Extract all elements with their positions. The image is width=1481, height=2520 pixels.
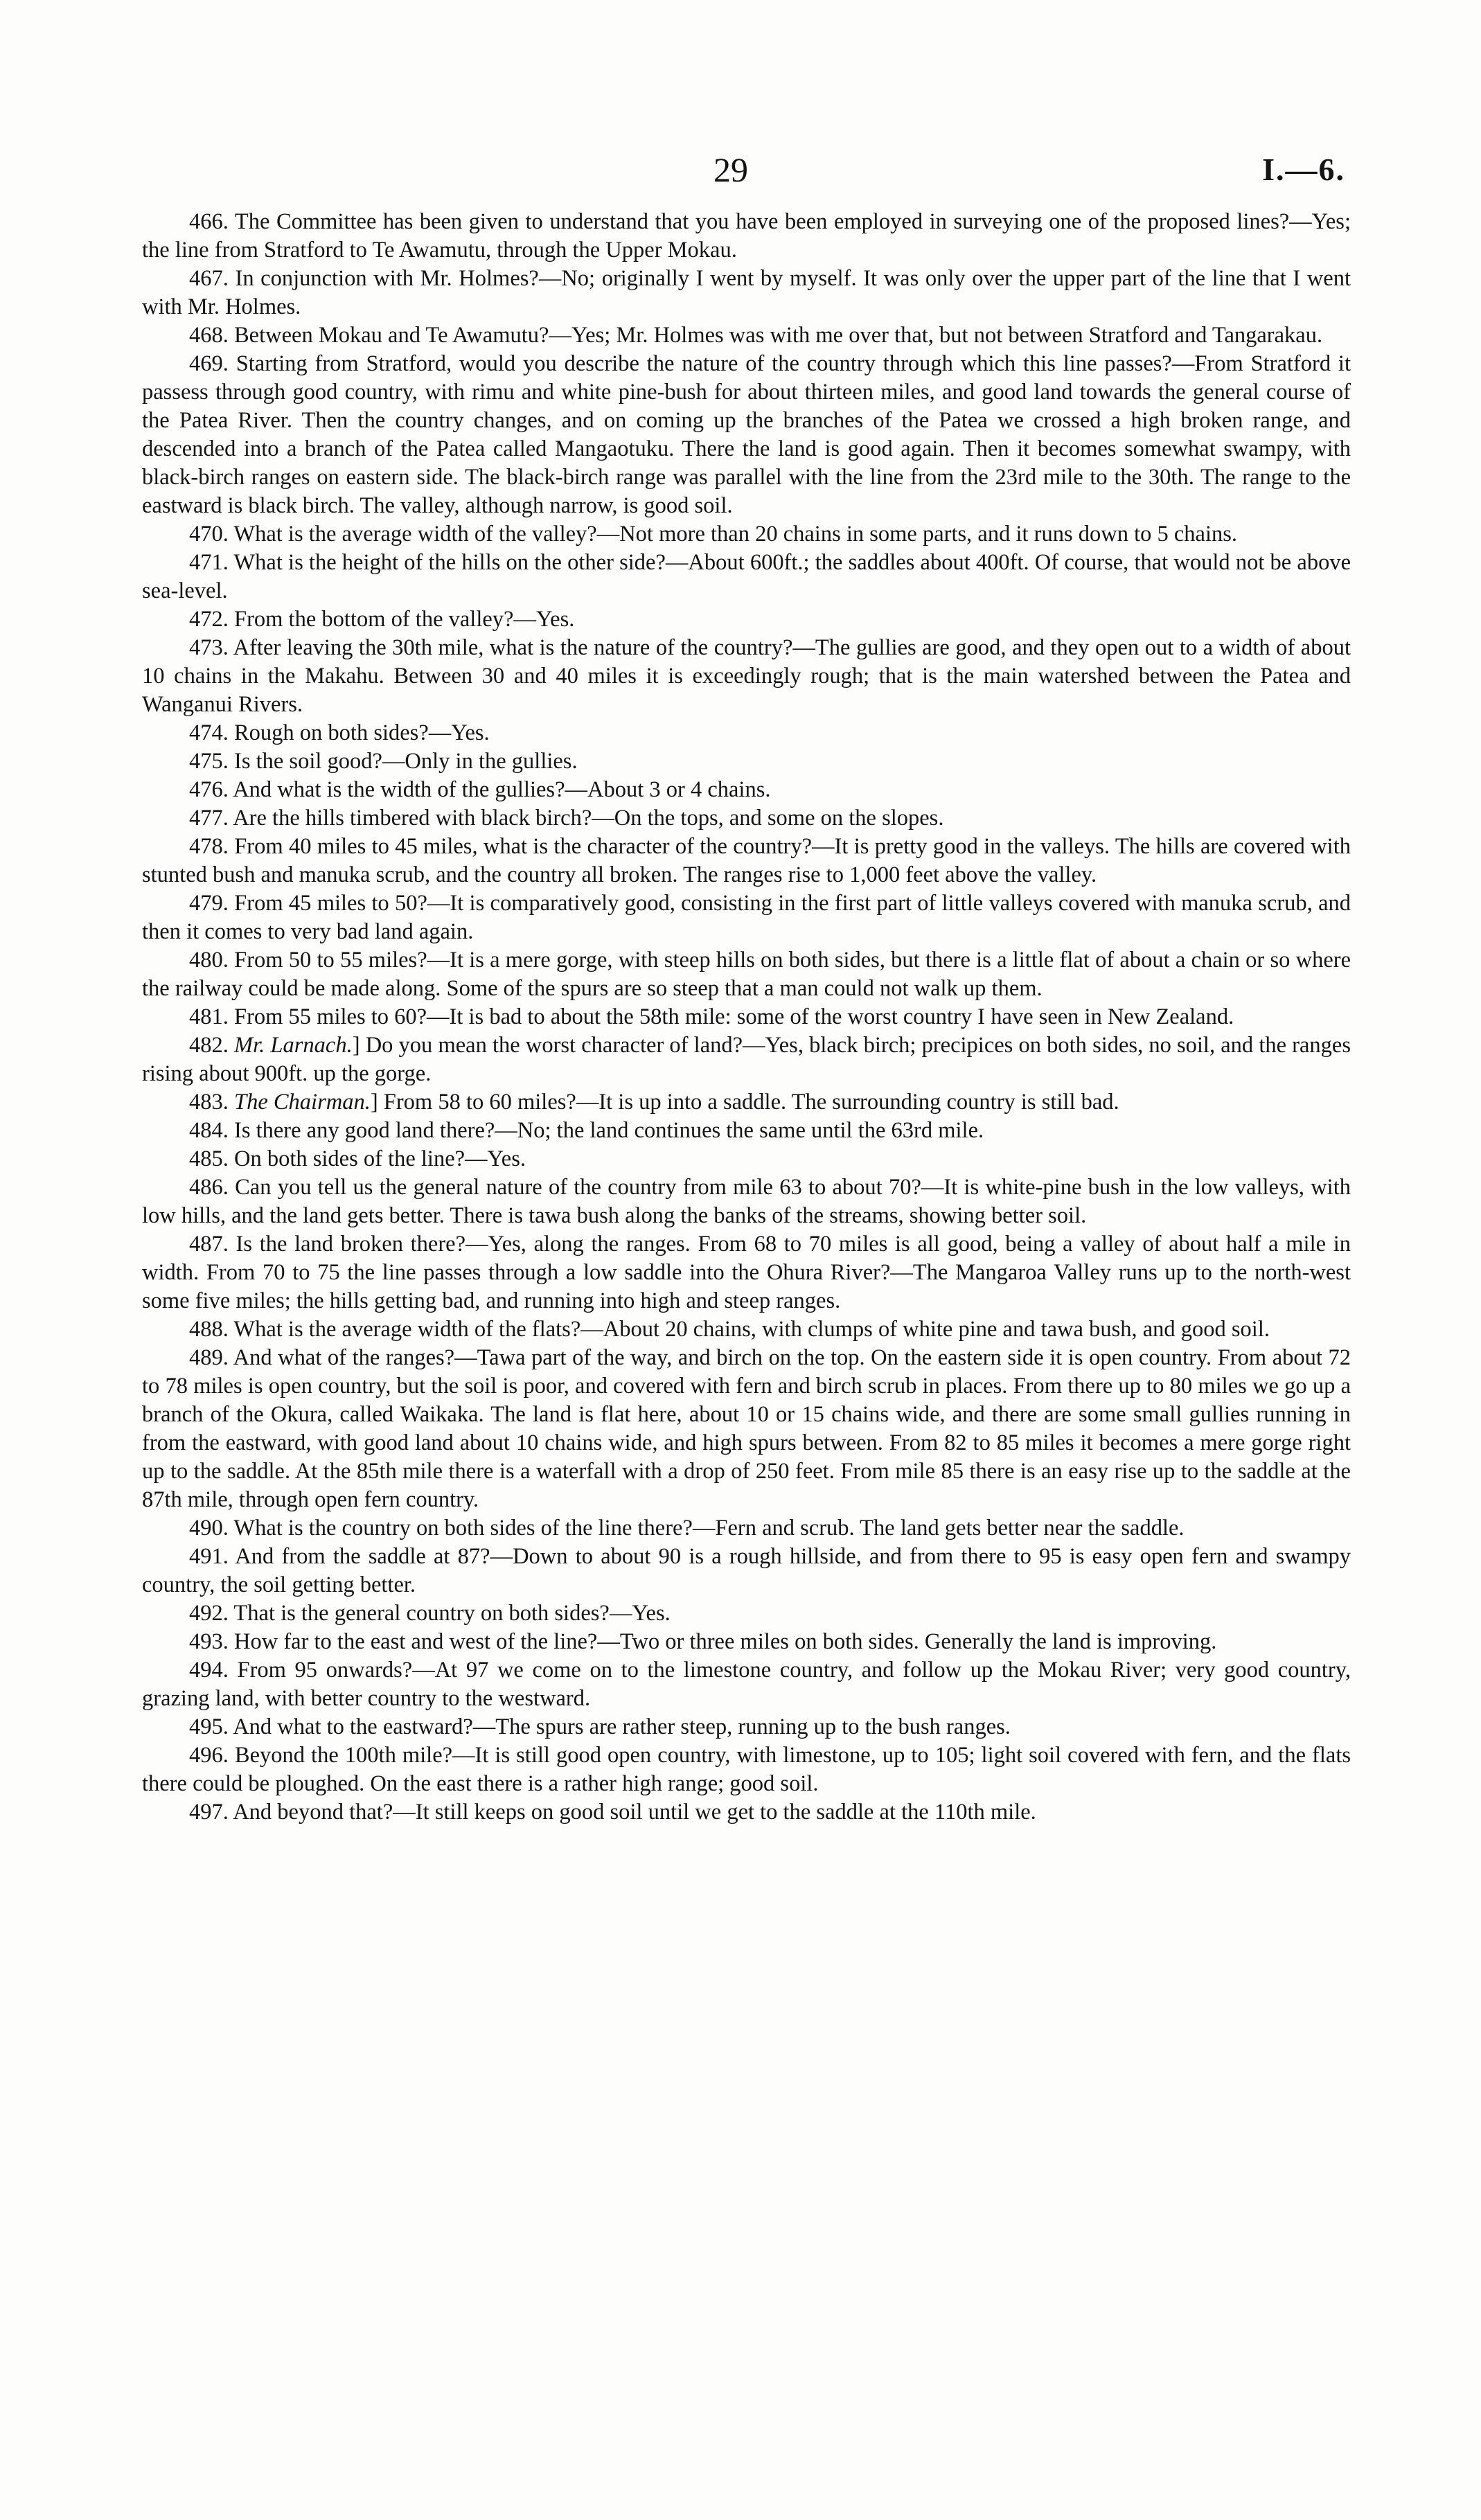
question-487: 487. Is the land broken there?—Yes, along the ranges. From 68 to 70 miles is all good, being a valley of about half a mile in width. From 70 to 75 the line passes through a low saddle into the Ohura River?—The Mangaroa Valley runs up to the north-west some five miles; the hills getting bad, and running into high and steep ranges. [142,1232,1351,1313]
question-476: 476. And what is the width of the gullies?—About 3 or 4 chains. [189,777,771,802]
question-486: 486. Can you tell us the general nature of the country from mile 63 to about 70?—It is white-pine bush in the low valleys, with low hills, and the land gets better. There is tawa bush along the banks of the streams, showing better soil. [142,1175,1351,1228]
question-466: 466. The Committee has been given to understand that you have been employed in surveying one of the proposed lines?—Yes; the line from Stratford to Te Awamutu, through the Upper Mokau. [142,209,1351,263]
question-479: 479. From 45 miles to 50?—It is comparatively good, consisting in the first part of little valleys covered with manuka scrub, and then it comes to very bad land again. [142,891,1351,944]
question-471: 471. What is the height of the hills on the other side?—About 600ft.; the saddles about 400ft. Of course, that would not be above sea-level. [142,550,1351,603]
question-468: 468. Between Mokau and Te Awamutu?—Yes; Mr. Holmes was with me over that, but not between Stratford and Tangarakau. [189,323,1323,348]
question-467: 467. In conjunction with Mr. Holmes?—No; originally I went by myself. It was only over the upper part of the line that I went with Mr. Holmes. [142,266,1351,319]
page-header [0,145,1481,194]
question-text: Do you mean the worst character of land?—Yes, black birch; precipices on both sides, no soil, and the ranges rising about 900ft. up the gorge. [142,1033,1351,1086]
document-reference: I.—6. [1262,152,1345,187]
question-491: 491. And from the saddle at 87?—Down to about 90 is a rough hillside, and from there to 95 is easy open fern and swampy country, the soil getting better. [142,1544,1351,1597]
question-481: 481. From 55 miles to 60?—It is bad to about the 58th mile: some of the worst country I have seen in New Zealand. [189,1004,1234,1029]
question-488: 488. What is the average width of the flats?—About 20 chains, with clumps of white pine and tawa bush, and good soil. [189,1317,1270,1342]
question-495: 495. And what to the eastward?—The spurs are rather steep, running up to the bush ranges. [189,1714,1011,1739]
question-483: 483. The Chairman.] From 58 to 60 miles?—It is up into a saddle. The surrounding country is still bad. [189,1090,1119,1115]
speaker-name: The Chairman. [234,1090,371,1115]
question-480: 480. From 50 to 55 miles?—It is a mere gorge, with steep hills on both sides, but there is a little flat of about a chain or so where the railway could be made along. Some of the spurs are so steep that a man could not walk up them. [142,948,1351,1001]
question-496: 496. Beyond the 100th mile?—It is still good open country, with limestone, up to 105; light soil covered with fern, and the flats there could be ploughed. On the east there is a rather high range; good soil. [142,1743,1351,1796]
question-494: 494. From 95 onwards?—At 97 we come on to the limestone country, and follow up the Mokau River; very good country, grazing land, with better country to the westward. [142,1658,1351,1711]
question-469: 469. Starting from Stratford, would you describe the nature of the country through which this line passes?—From Stratford it passess through good country, with rimu and white pine-bush for about thirteen miles, and good land towards the general course of the Patea River. Then the country changes, and on coming up the branches of the Patea we crossed a high broken range, and descended into a branch of the Patea called Mangaotuku. There the land is good again. Then it becomes somewhat swampy, with black-birch ranges on eastern side. The black-birch range was parallel with the line from the 23rd mile to the 30th. The range to the eastward is black birch. The valley, although narrow, is good soil. [142,351,1351,518]
question-492: 492. That is the general country on both sides?—Yes. [189,1601,671,1626]
question-493: 493. How far to the east and west of the line?—Two or three miles on both sides. Generally the land is improving. [189,1629,1217,1654]
question-482: 482. Mr. Larnach.] Do you mean the worst character of land?—Yes, black birch; precipices on both sides, no soil, and the ranges rising about 900ft. up the gorge. [142,1033,1351,1086]
question-475: 475. Is the soil good?—Only in the gullies. [189,749,578,774]
page-number: 29 [713,150,748,189]
question-473: 473. After leaving the 30th mile, what is the nature of the country?—The gullies are good, and they open out to a width of about 10 chains in the Makahu. Between 30 and 40 miles it is exceedingly rough; that is the main watershed between the Patea and Wanganui Rivers. [142,635,1351,717]
question-477: 477. Are the hills timbered with black birch?—On the tops, and some on the slopes. [189,806,944,831]
question-number: 483. [189,1090,229,1115]
question-489: 489. And what of the ranges?—Tawa part of the way, and birch on the top. On the eastern side it is open country. From about 72 to 78 miles is open country, but the soil is poor, and covered with fern and birch scrub in places. From there up to 80 miles we go up a branch of the Okura, called Waikaka. The land is flat here, about 10 or 15 chains wide, and there are some small gullies running in from the eastward, with good land about 10 chains wide, and high spurs between. From 82 to 85 miles it becomes a mere gorge right up to the saddle. At the 85th mile there is a waterfall with a drop of 250 feet. From mile 85 there is an easy rise up to the saddle at the 87th mile, through open fern country. [142,1345,1351,1512]
question-497: 497. And beyond that?—It still keeps on good soil until we get to the saddle at the 110th mile. [189,1800,1036,1825]
evidence-transcript [142,208,1351,1827]
question-470: 470. What is the average width of the valley?—Not more than 20 chains in some parts, and it runs down to 5 chains. [189,522,1238,547]
question-490: 490. What is the country on both sides of the line there?—Fern and scrub. The land gets better near the saddle. [189,1516,1185,1541]
question-number: 482. [189,1033,229,1058]
question-text: From 58 to 60 miles?—It is up into a saddle. The surrounding country is still bad. [383,1090,1119,1115]
question-485: 485. On both sides of the line?—Yes. [189,1146,526,1171]
question-478: 478. From 40 miles to 45 miles, what is the character of the country?—It is pretty good in the valleys. The hills are covered with stunted bush and manuka scrub, and the country all broken. The ranges rise to 1,000 feet above the valley. [142,834,1351,887]
question-472: 472. From the bottom of the valley?—Yes. [189,607,575,632]
question-474: 474. Rough on both sides?—Yes. [189,720,490,745]
speaker-name: Mr. Larnach. [234,1033,353,1058]
question-484: 484. Is there any good land there?—No; the land continues the same until the 63rd mile. [189,1118,984,1143]
